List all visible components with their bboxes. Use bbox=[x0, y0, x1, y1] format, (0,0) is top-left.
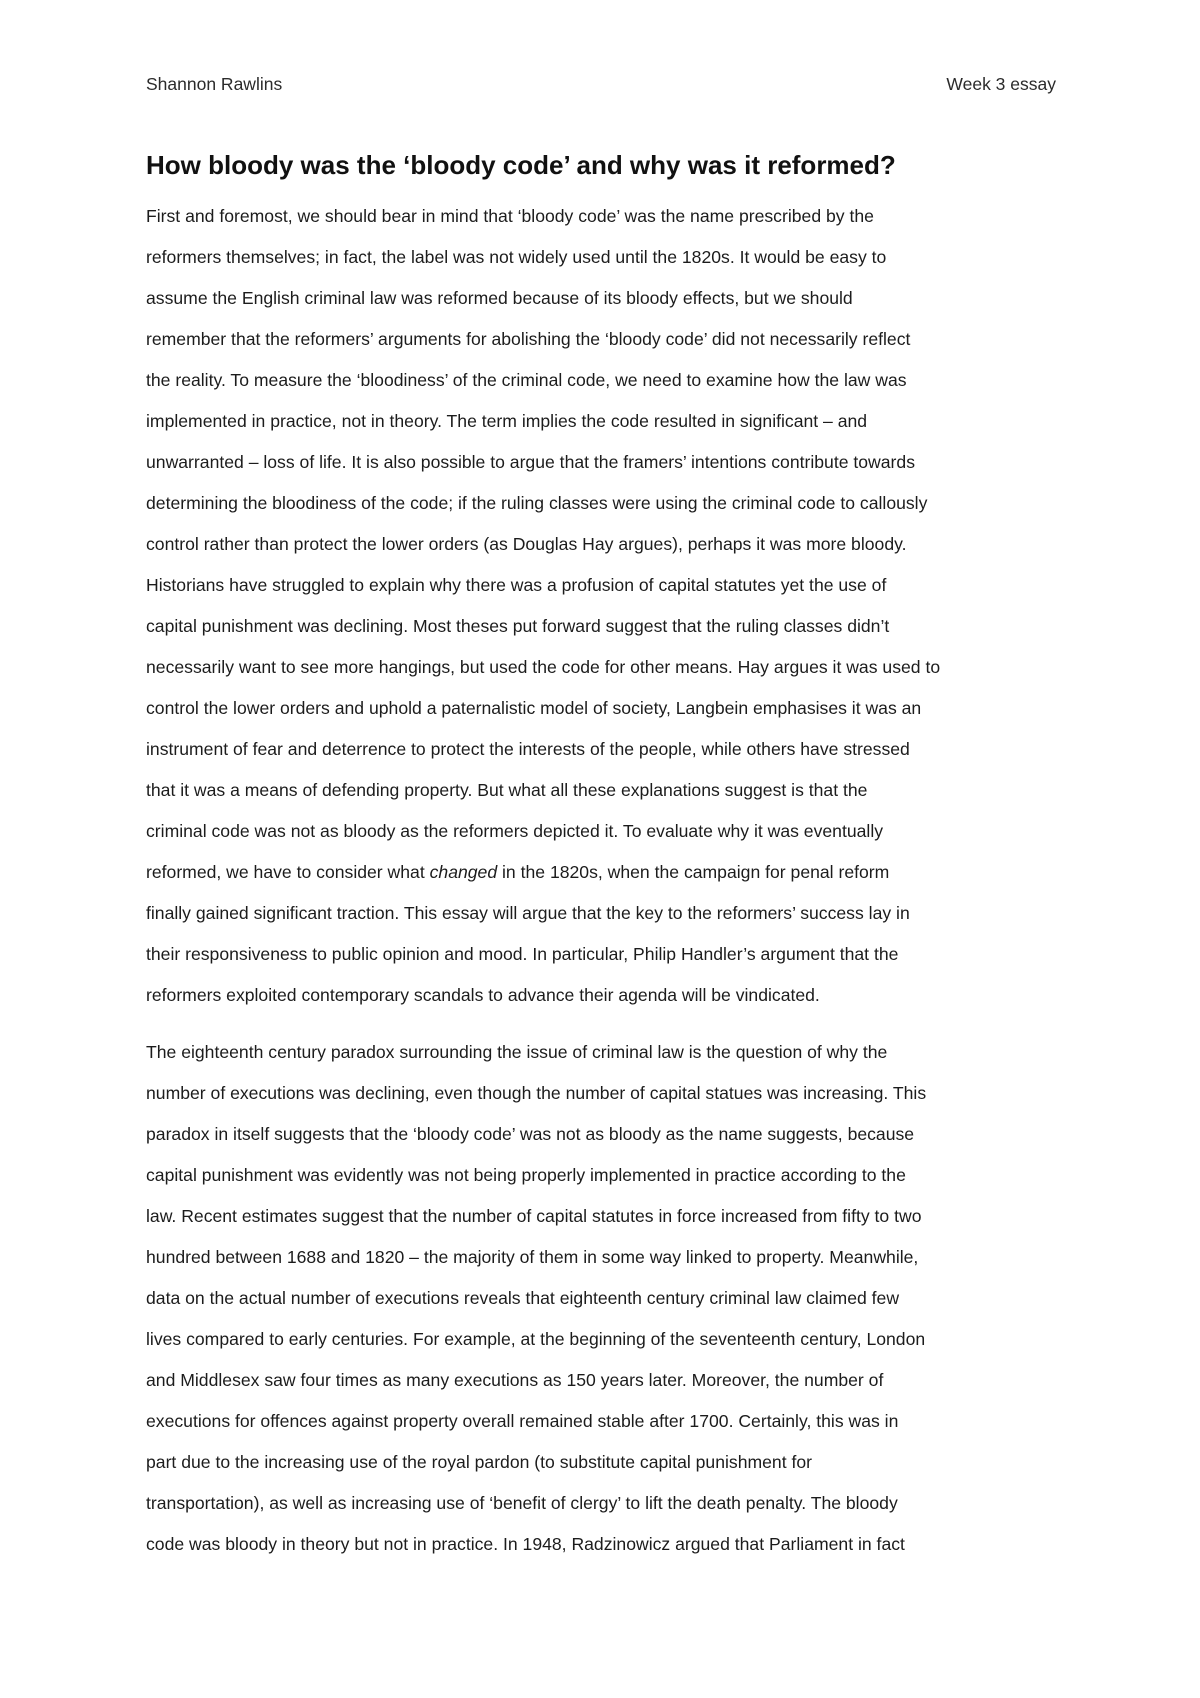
text-line: remember that the reformers’ arguments for abolishing the ‘bloody code’ did not necessarily reflect bbox=[146, 329, 911, 349]
text-line: implemented in practice, not in theory. The term implies the code resulted in significant – and bbox=[146, 411, 868, 431]
text-span: in the 1820s, when the campaign for penal reform bbox=[497, 862, 890, 882]
text-line: number of executions was declining, even though the number of capital statues was increasing. This bbox=[146, 1083, 927, 1103]
header-label: Week 3 essay bbox=[946, 74, 1056, 94]
text-line: reformers themselves; in fact, the label was not widely used until the 1820s. It would be easy to bbox=[146, 247, 887, 267]
text-line: The eighteenth century paradox surrounding the issue of criminal law is the question of why the bbox=[146, 1042, 888, 1062]
text-line: determining the bloodiness of the code; if the ruling classes were using the criminal code to callously bbox=[146, 493, 928, 513]
text-line: finally gained significant traction. This essay will argue that the key to the reformers’ success lay in bbox=[146, 903, 910, 923]
text-line: the reality. To measure the ‘bloodiness’ of the criminal code, we need to examine how the law was bbox=[146, 370, 907, 390]
text-span: reformed, we have to consider what bbox=[146, 862, 430, 882]
text-line: their responsiveness to public opinion and mood. In particular, Philip Handler’s argument that the bbox=[146, 944, 899, 964]
text-line: lives compared to early centuries. For example, at the beginning of the seventeenth century, London bbox=[146, 1329, 926, 1349]
text-line: Historians have struggled to explain why there was a profusion of capital statutes yet the use of bbox=[146, 575, 887, 595]
text-line: instrument of fear and deterrence to protect the interests of the people, while others have stressed bbox=[146, 739, 910, 759]
text-line: that it was a means of defending property. But what all these explanations suggest is that the bbox=[146, 780, 868, 800]
text-line: executions for offences against property overall remained stable after 1700. Certainly, this was in bbox=[146, 1411, 899, 1431]
text-line: assume the English criminal law was reformed because of its bloody effects, but we should bbox=[146, 288, 853, 308]
paragraph-spacer bbox=[146, 1023, 1066, 1039]
essay-body bbox=[146, 203, 1066, 1572]
text-line: control rather than protect the lower orders (as Douglas Hay argues), perhaps it was more bloody. bbox=[146, 534, 907, 554]
text-line: law. Recent estimates suggest that the number of capital statutes in force increased from fifty to two bbox=[146, 1206, 922, 1226]
text-line: part due to the increasing use of the royal pardon (to substitute capital punishment for bbox=[146, 1452, 813, 1472]
text-line: necessarily want to see more hangings, but used the code for other means. Hay argues it was used to bbox=[146, 657, 941, 677]
header-author: Shannon Rawlins bbox=[146, 74, 283, 94]
emphasized-word: changed bbox=[429, 862, 498, 882]
text-line: First and foremost, we should bear in mind that ‘bloody code’ was the name prescribed by the bbox=[146, 206, 874, 226]
text-line: capital punishment was evidently was not being properly implemented in practice according to the bbox=[146, 1165, 906, 1185]
text-line: data on the actual number of executions reveals that eighteenth century criminal law claimed few bbox=[146, 1288, 900, 1308]
essay-title: How bloody was the ‘bloody code’ and why was it reformed? bbox=[146, 150, 896, 180]
text-line: paradox in itself suggests that the ‘bloody code’ was not as bloody as the name suggests, because bbox=[146, 1124, 915, 1144]
text-line: hundred between 1688 and 1820 – the majority of them in some way linked to property. Meanwhile, bbox=[146, 1247, 919, 1267]
page-header bbox=[146, 74, 1056, 104]
text-line: capital punishment was declining. Most theses put forward suggest that the ruling classes didn’t bbox=[146, 616, 890, 636]
paragraph-2 bbox=[146, 1039, 1066, 1572]
text-line: control the lower orders and uphold a paternalistic model of society, Langbein emphasises it was an bbox=[146, 698, 922, 718]
text-line: criminal code was not as bloody as the reformers depicted it. To evaluate why it was eventually bbox=[146, 821, 884, 841]
text-line: reformers exploited contemporary scandals to advance their agenda will be vindicated. bbox=[146, 985, 820, 1005]
text-line: and Middlesex saw four times as many executions as 150 years later. Moreover, the number of bbox=[146, 1370, 884, 1390]
text-line: code was bloody in theory but not in practice. In 1948, Radzinowicz argued that Parliament in fact bbox=[146, 1534, 905, 1554]
text-line: unwarranted – loss of life. It is also possible to argue that the framers’ intentions contribute towards bbox=[146, 452, 915, 472]
paragraph-1 bbox=[146, 203, 1066, 1023]
text-line: transportation), as well as increasing use of ‘benefit of clergy’ to lift the death penalty. The bloody bbox=[146, 1493, 898, 1513]
text-line-with-emphasis bbox=[146, 859, 1066, 900]
